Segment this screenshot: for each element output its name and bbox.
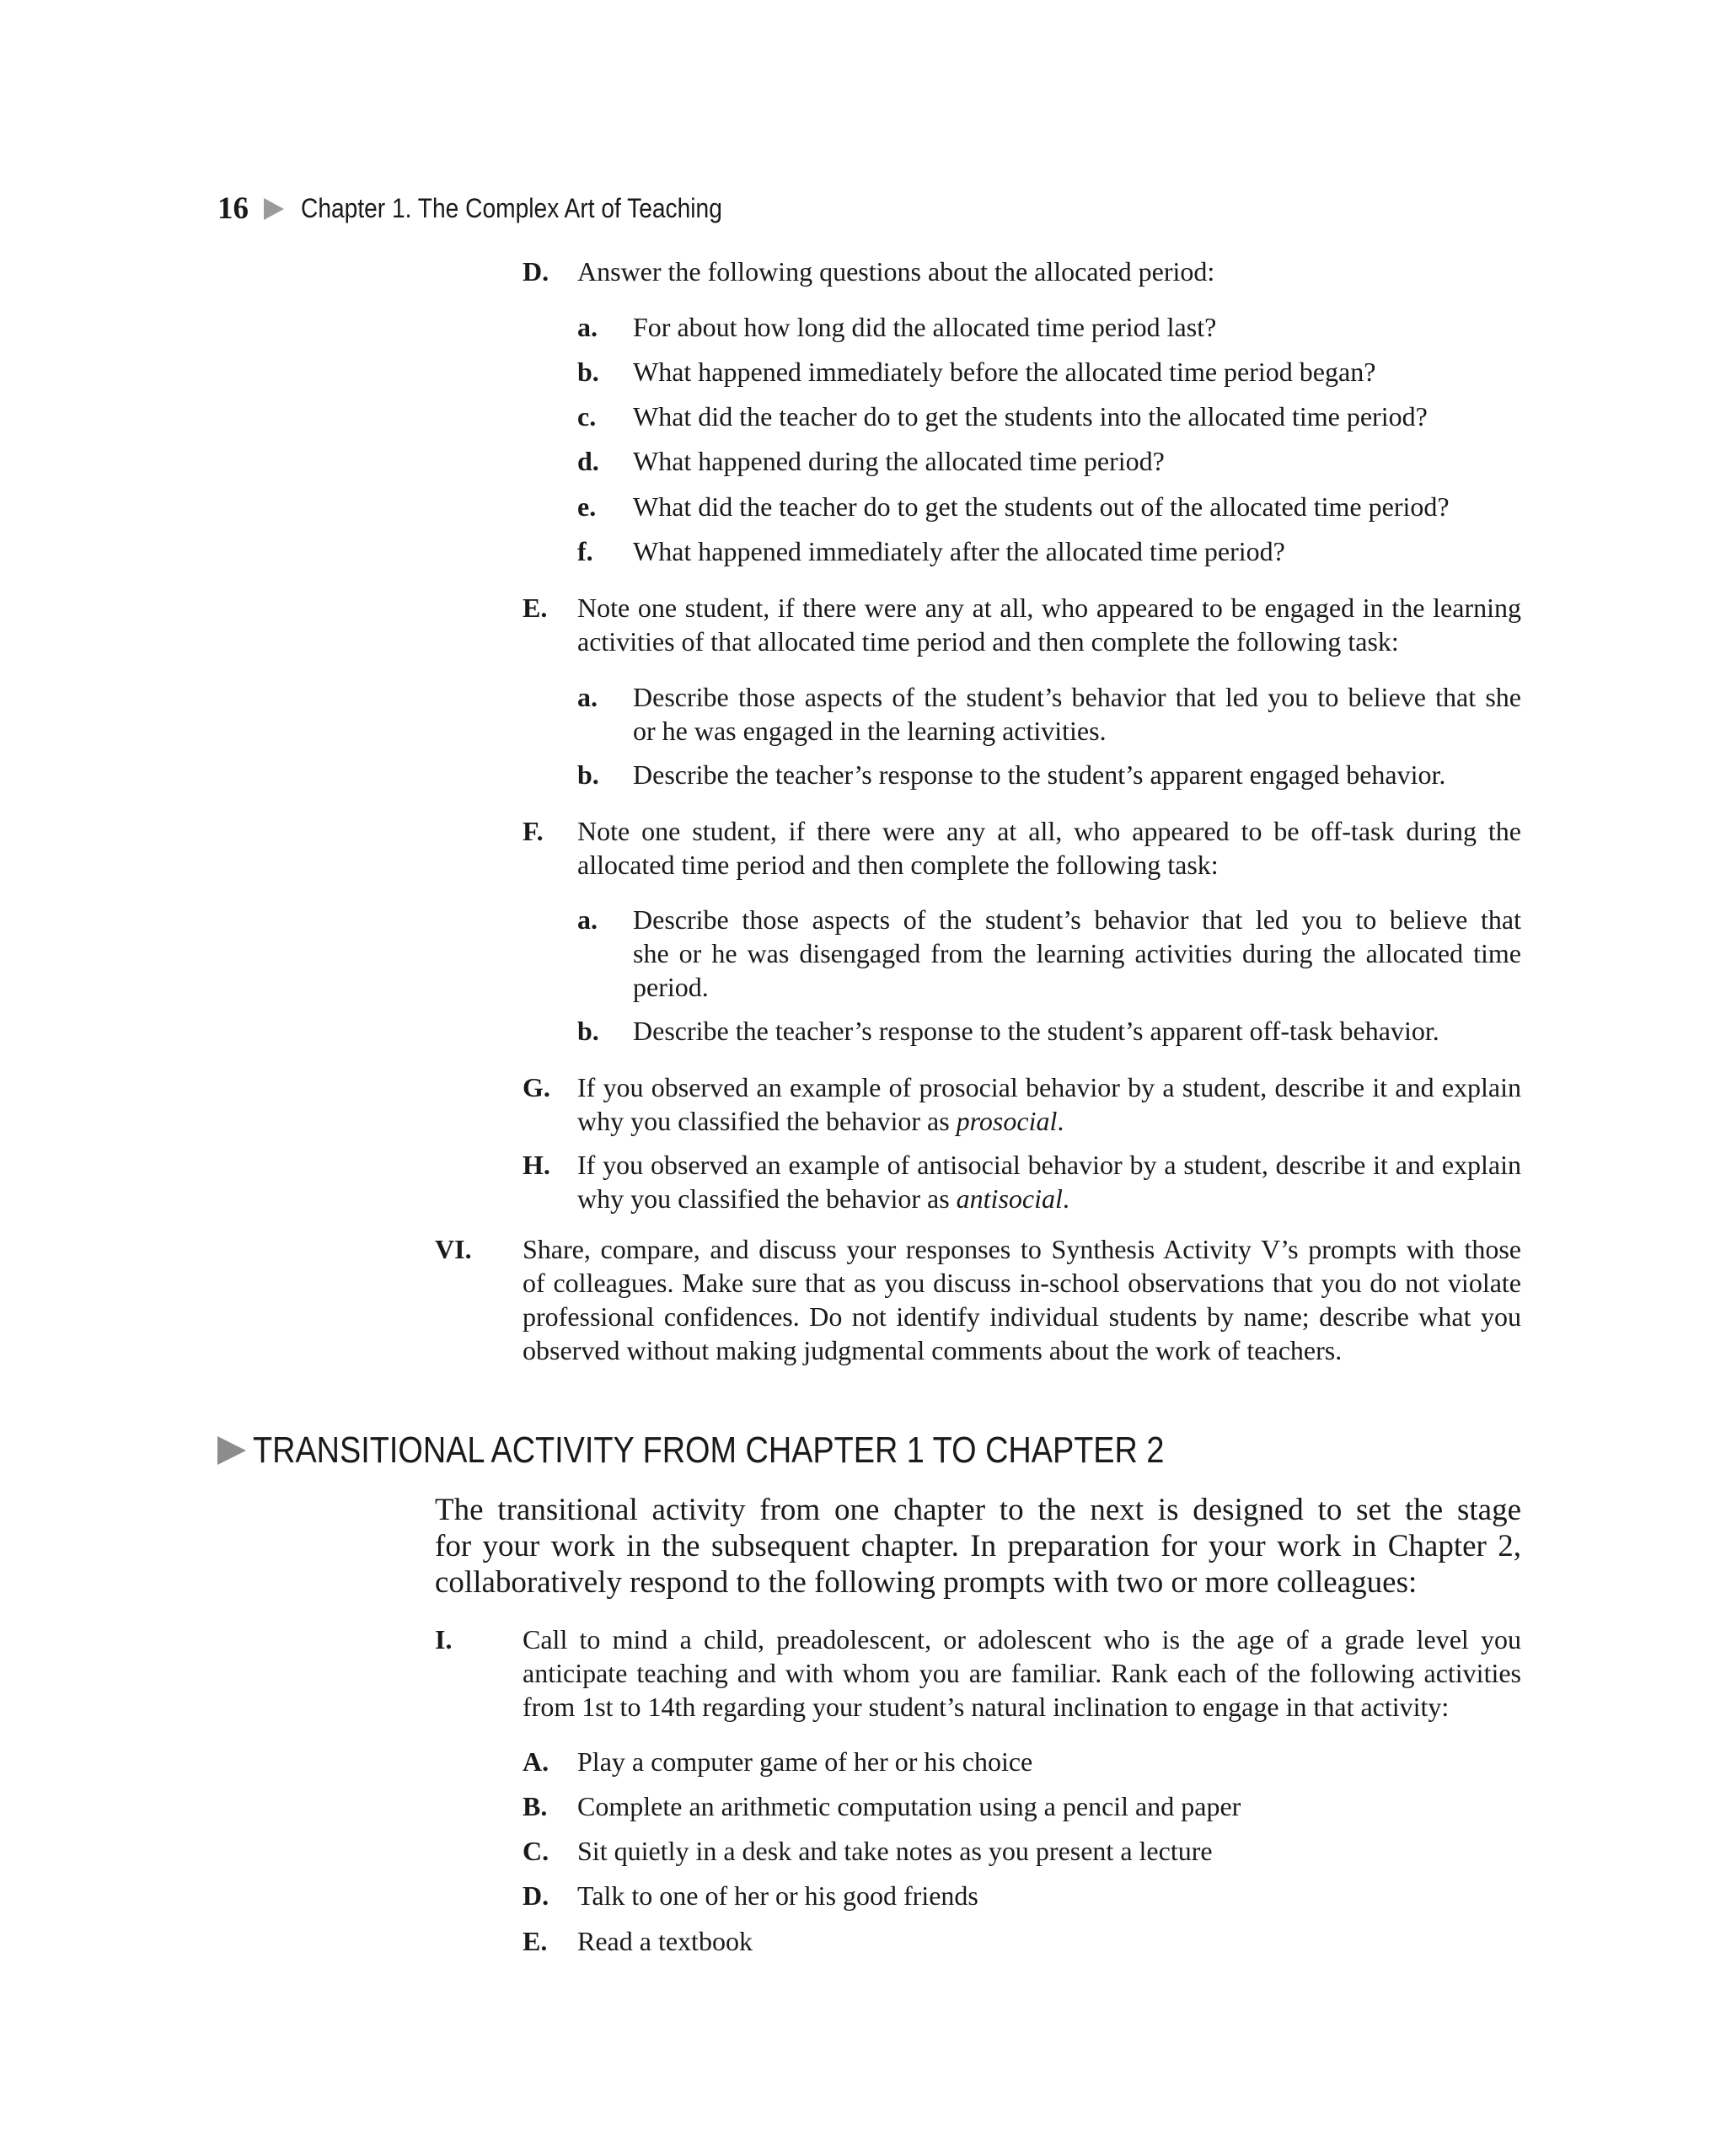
subitem-label: a. — [577, 312, 598, 342]
item-E-text: Note one student, if there were any at all, who appeared to be engaged in the learning activities of that allocated time period and then complete the following task: — [577, 593, 1521, 657]
item-D-text: Answer the following questions about the allocated period: — [577, 256, 1215, 287]
subitem-label: b. — [577, 759, 599, 790]
subitem-text: What did the teacher do to get the students out of the allocated time period? — [633, 491, 1450, 522]
subitem-text: What happened during the allocated time period? — [633, 446, 1165, 476]
running-head-title: Chapter 1. The Complex Art of Teaching — [301, 193, 722, 223]
item-label-E: E. — [523, 593, 548, 623]
subitem-text: Describe the teacher’s response to the student’s apparent engaged behavior. — [633, 759, 1446, 790]
item-VI-text: Share, compare, and discuss your responses to Synthesis Activity V’s prompts with those of colleagues. Make sure that as you discuss in-school observations that you do not violate professional confidences. Do not identify individual students by name; describe what you observed without making judgmental comments about the work of teachers. — [523, 1234, 1521, 1365]
section-heading — [217, 1429, 1312, 1472]
subitem-label: a. — [577, 904, 598, 935]
item-H-text: If you observed an example of antisocial behavior by a student, describe it and explain why you classified the behavior as antisocial. — [577, 1150, 1521, 1214]
page-number: 16 — [217, 191, 249, 226]
triangle-arrow-icon — [217, 1436, 246, 1465]
activity-label: A. — [523, 1746, 549, 1777]
subitem-label: b. — [577, 1016, 599, 1046]
subitem-text: What happened immediately before the allocated time period began? — [633, 357, 1376, 387]
item-I-text: Call to mind a child, preadolescent, or adolescent who is the age of a grade level you anticipate teaching and with whom you are familiar. Rank each of the following activities from 1st to 14th regarding your student’s natural inclination to engage in that activity: — [523, 1624, 1521, 1722]
activity-text: Play a computer game of her or his choice — [577, 1746, 1033, 1777]
subitem-text: What happened immediately after the allocated time period? — [633, 536, 1285, 566]
triangle-arrow-icon — [264, 198, 284, 220]
subitem-text: Describe the teacher’s response to the student’s apparent off-task behavior. — [633, 1016, 1439, 1046]
subitem-label: b. — [577, 357, 599, 387]
item-label-D: D. — [523, 256, 549, 287]
running-head — [217, 190, 780, 227]
subitem-label: f. — [577, 536, 593, 566]
item-F-text: Note one student, if there were any at all, who appeared to be off-task during the allocated time period and then complete the following task: — [577, 816, 1521, 880]
item-label-VI: VI. — [435, 1234, 472, 1264]
item-label-H: H. — [523, 1150, 550, 1180]
item-label-G: G. — [523, 1072, 550, 1102]
activity-label: C. — [523, 1836, 549, 1866]
activity-label: E. — [523, 1926, 548, 1956]
item-label-F: F. — [523, 816, 544, 846]
subitem-text: Describe those aspects of the student’s behavior that led you to believe that she or he was disengaged from the learning activities during the allocated time period. — [633, 904, 1521, 1002]
subitem-text: Describe those aspects of the student’s behavior that led you to believe that she or he was engaged in the learning activities. — [633, 682, 1521, 746]
subitem-label: a. — [577, 682, 598, 712]
activity-text: Complete an arithmetic computation using a pencil and paper — [577, 1791, 1241, 1821]
subitem-text: For about how long did the allocated time period last? — [633, 312, 1217, 342]
item-label-I: I. — [435, 1624, 453, 1655]
subitem-label: c. — [577, 401, 597, 432]
activity-text: Sit quietly in a desk and take notes as you present a lecture — [577, 1836, 1213, 1866]
activity-label: B. — [523, 1791, 548, 1821]
item-G-text: If you observed an example of prosocial behavior by a student, describe it and explain why you classified the behavior as prosocial. — [577, 1072, 1521, 1136]
activity-text: Talk to one of her or his good friends — [577, 1880, 978, 1911]
activity-text: Read a textbook — [577, 1926, 753, 1956]
subitem-label: d. — [577, 446, 599, 476]
section-intro: The transitional activity from one chapter to the next is designed to set the stage for your work in the subsequent chapter. In preparation for your work in Chapter 2, collaboratively respond to the following prompts with two or more colleagues: — [435, 1493, 1521, 1600]
subitem-text: What did the teacher do to get the students into the allocated time period? — [633, 401, 1428, 432]
section-heading-text: TRANSITIONAL ACTIVITY FROM CHAPTER 1 TO CHAPTER 2 — [253, 1429, 1165, 1471]
activity-label: D. — [523, 1880, 549, 1911]
subitem-label: e. — [577, 491, 597, 522]
